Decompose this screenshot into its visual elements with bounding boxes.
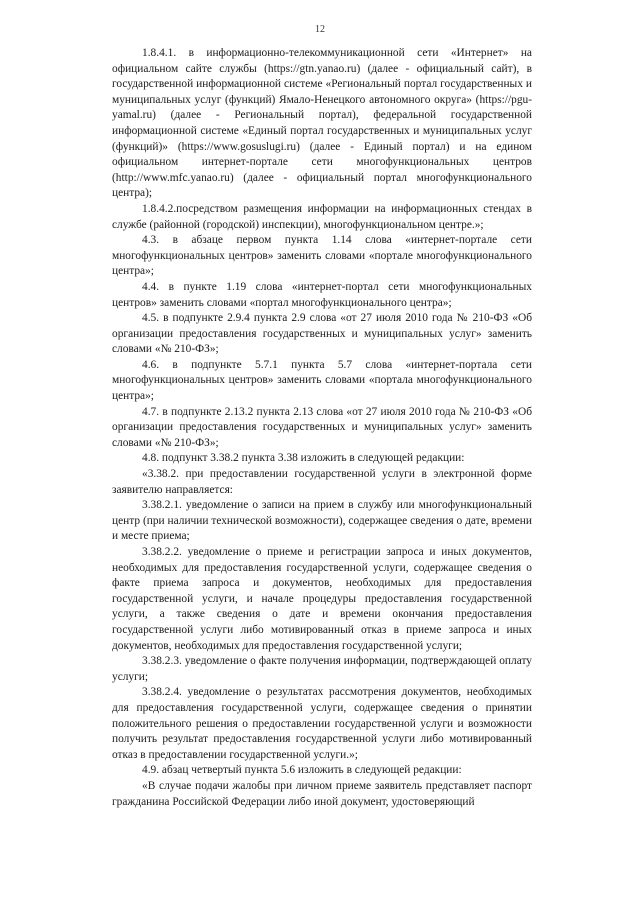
paragraph-4-5: 4.5. в подпункте 2.9.4 пункта 2.9 слова «от 27 июля 2010 года № 210-ФЗ «Об организации предоставления государственных и муниципальных услуг» заменить словами «№ 210-ФЗ»;: [112, 312, 532, 356]
paragraph-1-8-4-1: 1.8.4.1. в информационно-телекоммуникационной сети «Интернет» на официальном сайте службы (https://gtn.yanao.ru) (далее - официальный сайт), в государственной информационной системе «Региональный портал государственных и муниципальных услуг (функций) Ямало-Ненецкого автономного округа» (https://pgu-yamal.ru) (далее - Региональный портал), федеральной государственной информационной системе «Единый портал государственных и муниципальных услуг (функций)» (https://www.gosuslugi.ru) (далее - Единый портал) и на едином официальном интернет-портале сети многофункциональных центров (http://www.mfc.yanao.ru) (далее - официальный портал многофункционального центра);: [112, 47, 532, 200]
paragraph-3-38-2-2: 3.38.2.2. уведомление о приеме и регистрации запроса и иных документов, необходимых для предоставления государственной услуги, содержащее сведения о факте приема запроса и документов, необходимых для предоставления государственной услуги, и начале процедуры предоставления государственной услуги, а также сведения о дате и времени окончания предоставления государственной услуги либо мотивированный отказ в приеме запроса и иных документов, необходимых для предоставления государственной услуги;: [112, 546, 532, 652]
paragraph-1-8-4-2: 1.8.4.2.посредством размещения информации на информационных стендах в службе (районной (городской) инспекции), многофункциональном центре.»;: [112, 202, 532, 231]
paragraph-complaint: «В случае подачи жалобы при личном приеме заявитель представляет паспорт гражданина Российской Федерации либо иной документ, удостоверяющий: [112, 779, 532, 808]
paragraph-4-4: 4.4. в пункте 1.19 слова «интернет-портал сети многофункциональных центров» заменить словами «портал многофункционального центра»;: [112, 280, 532, 309]
paragraph-3-38-2-1: 3.38.2.1. уведомление о записи на прием в службу или многофункциональный центр (при наличии технической возможности), содержащее сведения о дате, времени и месте приема;: [112, 499, 532, 543]
paragraph-4-8: 4.8. подпункт 3.38.2 пункта 3.38 изложить в следующей редакции:: [142, 452, 465, 465]
paragraph-3-38-2-3: 3.38.2.3. уведомление о факте получения информации, подтверждающей оплату услуги;: [112, 655, 532, 683]
paragraph-4-6: 4.6. в подпункте 5.7.1 пункта 5.7 слова «интернет-портала сети многофункциональных центров» заменить словами «портала многофункционального центра»;: [112, 358, 532, 403]
paragraph-4-9: 4.9. абзац четвертый пункта 5.6 изложить в следующей редакции:: [142, 764, 462, 777]
paragraph-3-38-2: «3.38.2. при предоставлении государственной услуги в электронной форме заявителю направляется:: [112, 468, 532, 496]
page-number: 12: [315, 24, 325, 35]
paragraph-4-3: 4.3. в абзаце первом пункта 1.14 слова «интернет-портале сети многофункциональных центров» заменить словами «портале многофункционального центра»;: [112, 234, 532, 278]
paragraph-4-7: 4.7. в подпункте 2.13.2 пункта 2.13 слова «от 27 июля 2010 года № 210-ФЗ «Об организации предоставления государственных и муниципальных услуг» заменить словами «№ 210-ФЗ»;: [112, 405, 532, 449]
document-body: [112, 46, 532, 810]
paragraph-3-38-2-4: 3.38.2.4. уведомление о результатах рассмотрения документов, необходимых для предоставления государственной услуги, содержащее сведения о принятии положительного решения о предоставлении государственной услуги и возможности получить результат предоставления государственной услуги либо мотивированный отказ в предоставлении государственной услуги.»;: [112, 686, 532, 761]
